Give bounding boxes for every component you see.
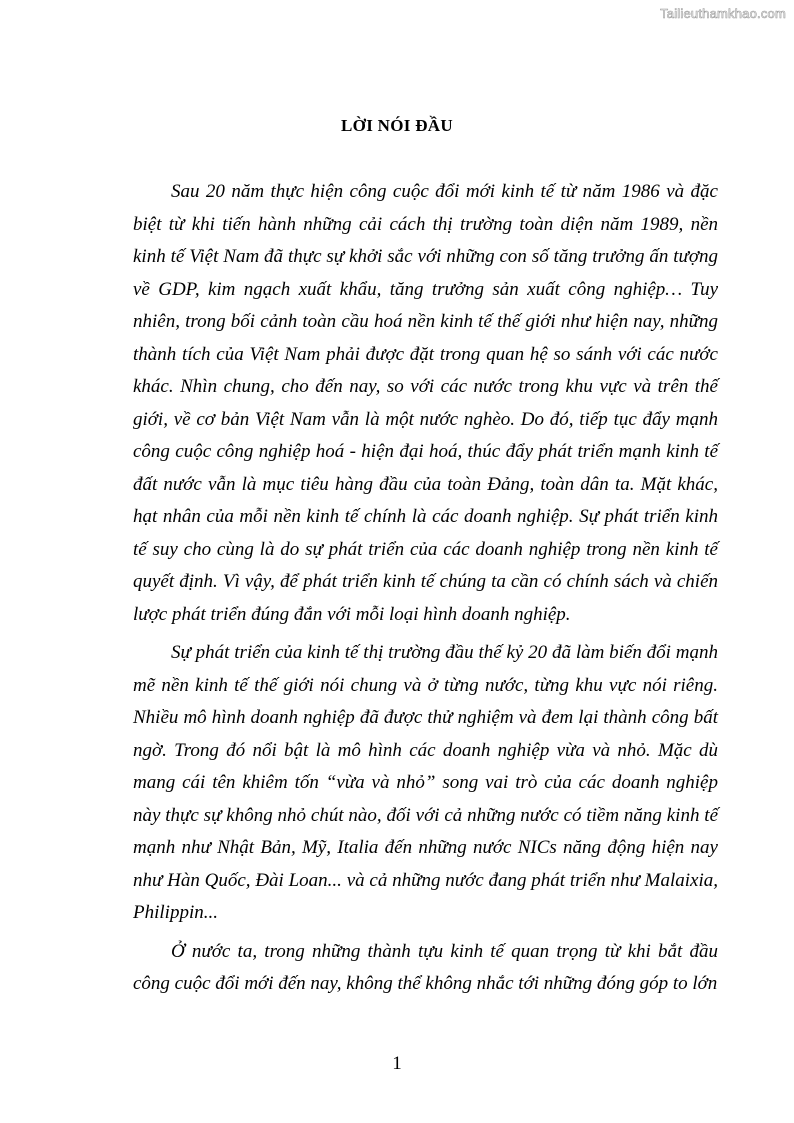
paragraph-2: Sự phát triển của kinh tế thị trường đầu thế kỷ 20 đã làm biến đổi mạnh mẽ nền kinh tế thế giới nói chung và ở từng nước, từng khu vực nói riêng. Nhiều mô hình doanh nghiệp đã được thử nghiệm và đem lại thành công bất ngờ. Trong đó nổi bật là mô hình các doanh nghiệp vừa và nhỏ. Mặc dù mang cái tên khiêm tốn “vừa và nhỏ” song vai trò của các doanh nghiệp này thực sự không nhỏ chút nào, đối với cả những nước có tiềm năng kinh tế mạnh như Nhật Bản, Mỹ, Italia đến những nước NICs năng động hiện nay như Hàn Quốc, Đài Loan... và cả những nước đang phát triển như Malaixia, Philippin...: [133, 642, 718, 923]
watermark: Tailieuthamkhao.com: [660, 6, 786, 21]
paragraph-3: Ở nước ta, trong những thành tựu kinh tế quan trọng từ khi bắt đầu công cuộc đổi mới đến nay, không thể không nhắc tới những đóng góp to lớn: [133, 940, 718, 994]
page-number: 1: [392, 1053, 402, 1074]
paragraph-1: Sau 20 năm thực hiện công cuộc đổi mới kinh tế từ năm 1986 và đặc biệt từ khi tiến hành những cải cách thị trường toàn diện năm 1989, nền kinh tế Việt Nam đã thực sự khởi sắc với những con số tăng trưởng ấn tượng về GDP, kim ngạch xuất khẩu, tăng trưởng sản xuất công nghiệp… Tuy nhiên, trong bối cảnh toàn cầu hoá nền kinh tế thế giới như hiện nay, những thành tích của Việt Nam phải được đặt trong quan hệ so sánh với các nước khác. Nhìn chung, cho đến nay, so với các nước trong khu vực và trên thế giới, về cơ bản Việt Nam vẫn là một nước nghèo. Do đó, tiếp tục đẩy mạnh công cuộc công nghiệp hoá - hiện đại hoá, thúc đẩy phát triển mạnh kinh tế đất nước vẫn là mục tiêu hàng đầu của toàn Đảng, toàn dân ta. Mặt khác, hạt nhân của mỗi nền kinh tế chính là các doanh nghiệp. Sự phát triển kinh tế suy cho cùng là do sự phát triển của các doanh nghiệp trong nền kinh tế quyết định. Vì vậy, để phát triển kinh tế chúng ta cần có chính sách và chiến lược phát triển đúng đắn với mỗi loại hình doanh nghiệp.: [133, 181, 718, 625]
document-body: [133, 176, 718, 1001]
page-title: LỜI NÓI ĐẦU: [341, 116, 453, 135]
